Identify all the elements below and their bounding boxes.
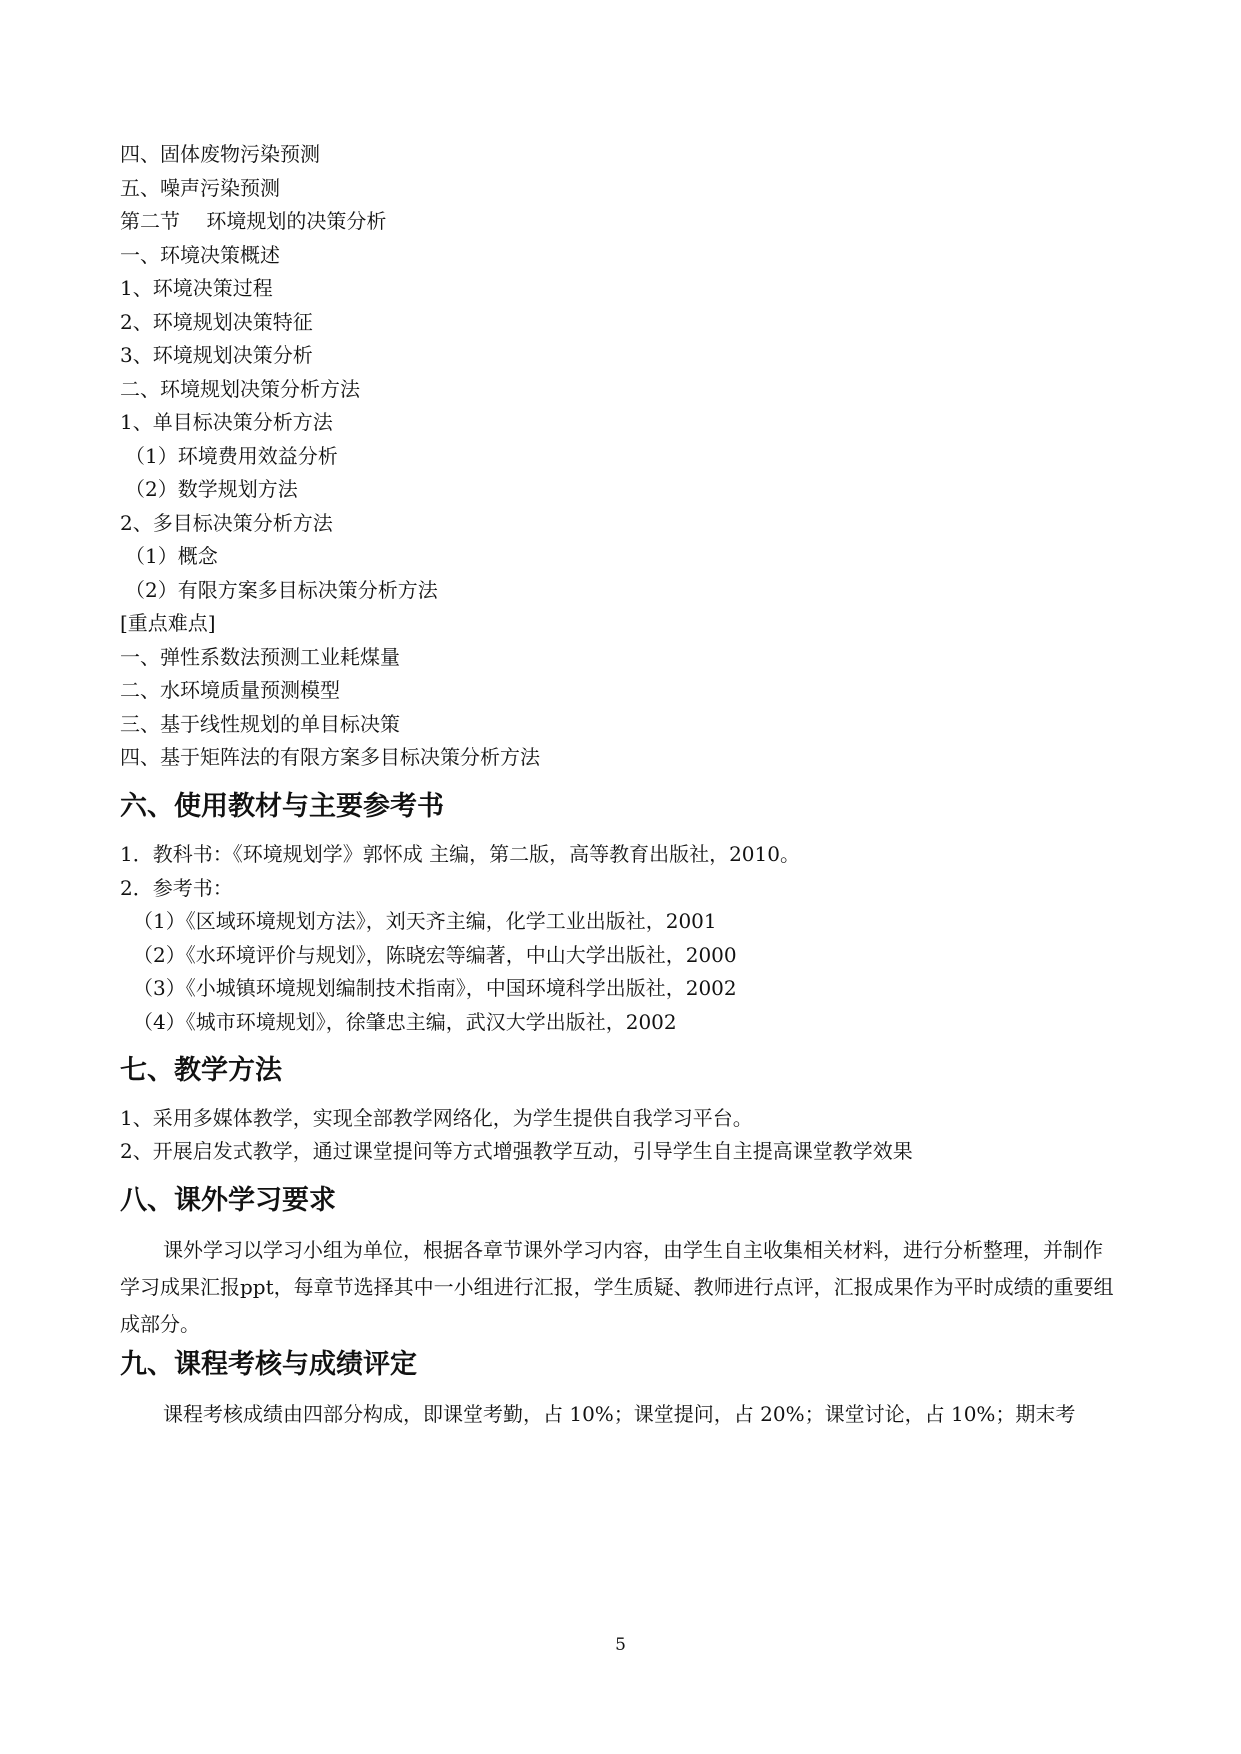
- body-paragraph: 课外学习以学习小组为单位，根据各章节课外学习内容，由学生自主收集相关材料，进行分析整理，并制作学习成果汇报ppt，每章节选择其中一小组进行汇报，学生质疑、教师进行点评，汇报成果作为平时成绩的重要组成部分。: [120, 1238, 1114, 1336]
- outline-item: 一、弹性系数法预测工业耗煤量: [120, 645, 400, 669]
- reference-item: （3）《小城镇环境规划编制技术指南》，中国环境科学出版社，2002: [133, 976, 737, 1000]
- outline-item: 1、单目标决策分析方法: [120, 410, 333, 434]
- key-points-label: [重点难点]: [120, 611, 216, 635]
- outline-item: 3、环境规划决策分析: [120, 343, 313, 367]
- outline-item: （1）环境费用效益分析: [125, 444, 338, 468]
- outline-item: 二、水环境质量预测模型: [120, 678, 340, 702]
- outline-item: 四、固体废物污染预测: [120, 142, 320, 166]
- reference-item: 1．教科书：《环境规划学》郭怀成 主编，第二版，高等教育出版社，2010。: [120, 842, 800, 866]
- body-paragraph: 课程考核成绩由四部分构成，即课堂考勤，占 10%；课堂提问，占 20%；课堂讨论，占 10%；期末考: [163, 1402, 1076, 1426]
- reference-item: （4）《城市环境规划》，徐肇忠主编，武汉大学出版社，2002: [133, 1010, 677, 1034]
- section-heading: 九、课程考核与成绩评定: [120, 1349, 417, 1380]
- outline-item: 二、环境规划决策分析方法: [120, 377, 360, 401]
- reference-item: （1）《区域环境规划方法》，刘天齐主编，化学工业出版社，2001: [133, 909, 717, 933]
- method-item: 1、采用多媒体教学，实现全部教学网络化，为学生提供自我学习平台。: [120, 1106, 753, 1130]
- outline-item: （1）概念: [125, 544, 218, 568]
- outline-item: 1、环境决策过程: [120, 276, 273, 300]
- section-heading: 八、课外学习要求: [120, 1185, 336, 1216]
- outline-item: 四、基于矩阵法的有限方案多目标决策分析方法: [120, 745, 540, 769]
- outline-item: 三、基于线性规划的单目标决策: [120, 712, 400, 736]
- section-heading: 七、教学方法: [120, 1055, 282, 1086]
- reference-item: 2．参考书：: [120, 876, 233, 900]
- reference-item: （2）《水环境评价与规划》，陈晓宏等编著，中山大学出版社，2000: [133, 943, 737, 967]
- outline-item: （2）有限方案多目标决策分析方法: [125, 578, 438, 602]
- outline-item: （2）数学规划方法: [125, 477, 298, 501]
- section-title: 第二节 环境规划的决策分析: [120, 209, 387, 233]
- outline-item: 2、多目标决策分析方法: [120, 511, 333, 535]
- method-item: 2、开展启发式教学，通过课堂提问等方式增强教学互动，引导学生自主提高课堂教学效果: [120, 1139, 913, 1163]
- section-heading: 六、使用教材与主要参考书: [120, 791, 444, 822]
- outline-item: 五、噪声污染预测: [120, 176, 280, 200]
- page-number: 5: [615, 1635, 626, 1655]
- outline-item: 2、环境规划决策特征: [120, 310, 313, 334]
- outline-item: 一、环境决策概述: [120, 243, 280, 267]
